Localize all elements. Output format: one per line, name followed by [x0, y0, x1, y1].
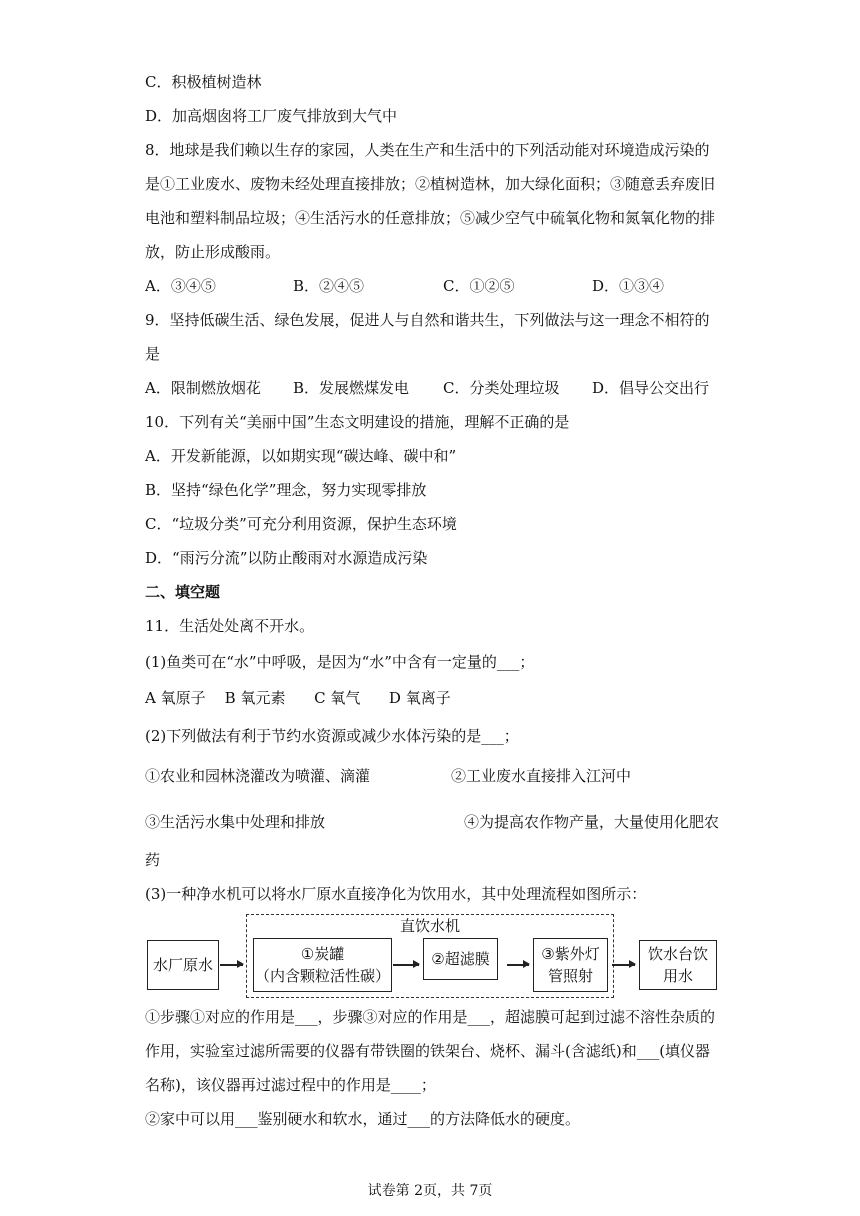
q11-part2-item3: ③生活污水集中处理和排放 [145, 813, 326, 831]
q11-part3-sub1-line3: 名称)，该仪器再过滤过程中的作用是____； [145, 1076, 436, 1094]
arrow-icon [612, 964, 635, 966]
q7-option-c: C．积极植树造林 [145, 73, 262, 91]
q8-stem-line2: 是①工业废水、废物未经处理直接排放；②植树造林，加大绿化面积；③随意丢弃废旧 [145, 175, 716, 193]
uv-lamp-box [533, 938, 608, 992]
q8-option-b: B．②④⑤ [293, 277, 365, 295]
q10-stem: 10．下列有关“美丽中国”生态文明建设的措施，理解不正确的是 [145, 413, 570, 431]
drinking-water-label-cont: 用水 [662, 967, 693, 985]
uv-lamp-label: ③紫外灯 [541, 945, 600, 963]
q11-part2-item4: ④为提高农作物产量，大量使用化肥农 [464, 813, 720, 831]
carbon-tank-note: （内含颗粒活性碳） [254, 967, 390, 985]
raw-water-box [147, 940, 219, 990]
q11-part3-sub2: ②家中可以用___鉴别硬水和软水，通过___的方法降低水的硬度。 [145, 1110, 581, 1128]
q11-part2-item4-cont: 药 [145, 851, 161, 869]
q8-option-c: C．①②⑤ [443, 277, 515, 295]
ultrafiltration-box [423, 938, 498, 980]
q11-part1: (1)鱼类可在“水”中呼吸，是因为“水”中含有一定量的___； [145, 653, 535, 671]
arrow-icon [507, 964, 529, 966]
uv-lamp-label-cont: 管照射 [547, 967, 593, 985]
arrow-icon [220, 964, 243, 966]
q8-stem-line4: 放，防止形成酸雨。 [145, 243, 281, 261]
q11-stem: 11．生活处处离不开水。 [145, 617, 315, 635]
q11-part1-options: A 氧原子 B 氧元素 C 氧气 D 氧离子 [145, 689, 451, 707]
q9-stem-line2: 是 [145, 345, 161, 363]
page-footer: 试卷第 2页，共 7页 [367, 1183, 493, 1199]
q9-option-c: C．分类处理垃圾 [443, 379, 560, 397]
q9-stem-line1: 9．坚持低碳生活、绿色发展，促进人与自然和谐共生，下列做法与这一理念不相符的 [145, 311, 710, 329]
q10-option-a: A．开发新能源，以如期实现“碳达峰、碳中和” [145, 447, 457, 465]
drinking-water-label: 饮水台饮 [647, 945, 708, 963]
arrow-icon [393, 964, 419, 966]
q9-option-b: B．发展燃煤发电 [293, 379, 410, 397]
q10-option-c: C．“垃圾分类”可充分利用资源，保护生态环境 [145, 515, 457, 533]
q8-option-d: D．①③④ [592, 277, 665, 295]
q11-part3-sub1-line2: 作用，实验室过滤所需要的仪器有带铁圈的铁架台、烧杯、漏斗(含滤纸)和___(填仪器 [145, 1042, 711, 1060]
q11-part3: (3)一种净水机可以将水厂原水直接净化为饮用水，其中处理流程如图所示： [145, 885, 647, 903]
raw-water-label: 水厂原水 [152, 956, 213, 974]
q8-stem-line3: 电池和塑料制品垃圾；④生活污水的任意排放；⑤减少空气中硫氧化物和氮氧化物的排 [145, 209, 716, 227]
carbon-tank-box [253, 938, 392, 992]
q8-option-a: A．③④⑤ [145, 277, 216, 295]
q8-stem-line1: 8．地球是我们赖以生存的家园，人类在生产和生活中的下列活动能对环境造成污染的 [145, 141, 710, 159]
drinking-water-box [639, 940, 717, 990]
q11-part2: (2)下列做法有利于节约水资源或减少水体污染的是___； [145, 727, 519, 745]
dispenser-label: 直饮水机 [399, 917, 460, 935]
q10-option-d: D．“雨污分流”以防止酸雨对水源造成污染 [145, 549, 428, 567]
q11-part2-item2: ②工业废水直接排入江河中 [451, 767, 632, 785]
q9-option-d: D．倡导公交出行 [592, 379, 710, 397]
carbon-tank-label: ①炭罐 [300, 945, 345, 963]
q11-part2-item1: ①农业和园林浇灌改为喷灌、滴灌 [145, 767, 371, 785]
q7-option-d: D．加高烟囱将工厂废气排放到大气中 [145, 107, 398, 125]
q11-part3-sub1-line1: ①步骤①对应的作用是___，步骤③对应的作用是___，超滤膜可起到过滤不溶性杂质的 [145, 1008, 716, 1026]
ultrafiltration-label: ②超滤膜 [431, 950, 490, 968]
q9-option-a: A．限制燃放烟花 [145, 379, 261, 397]
section-heading: 二、填空题 [145, 583, 221, 601]
q10-option-b: B．坚持“绿色化学”理念，努力实现零排放 [145, 481, 427, 499]
